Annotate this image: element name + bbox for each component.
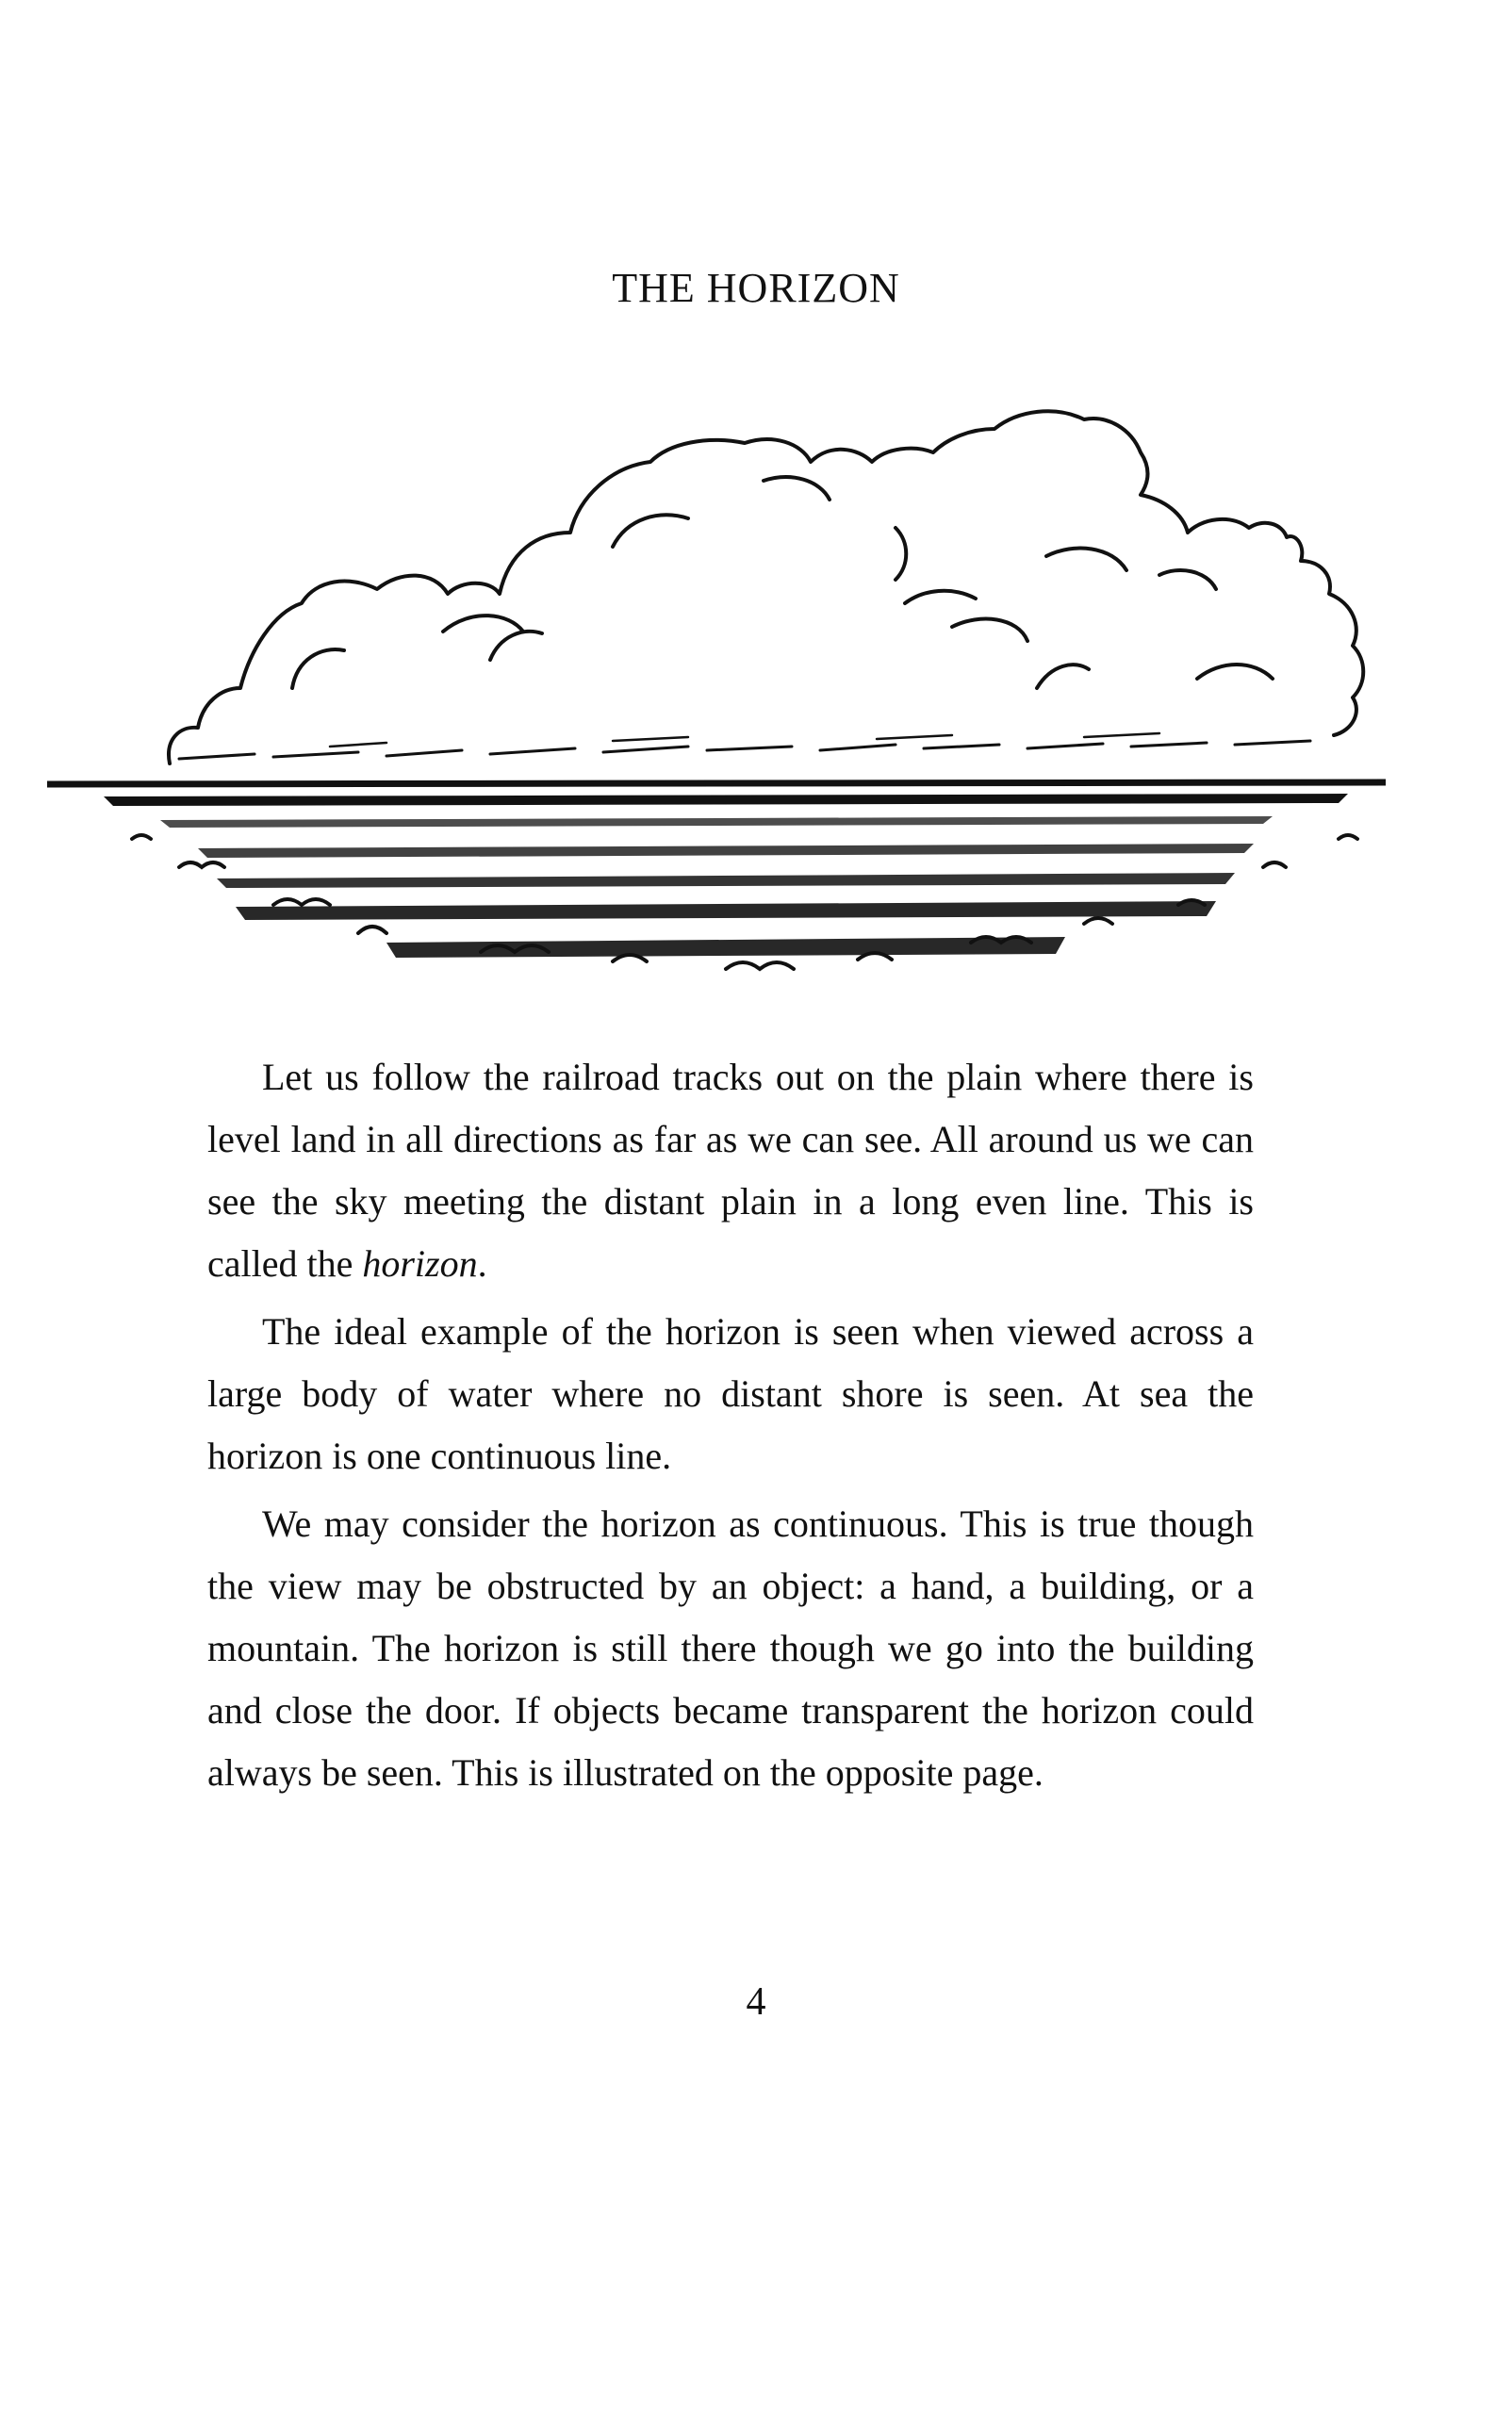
cloud-detail [1046, 549, 1126, 570]
cloud-detail [443, 616, 523, 632]
cloud-detail [905, 591, 976, 603]
paragraph: We may consider the horizon as continuous. This is true though the view may be obstructed by an object: a hand, a building, or a mountain. The horizon is still there though we go into the building and close the door. If objects became transparent the horizon could always be seen. This is illustrated on the opposite page. [207, 1502, 1254, 1794]
paragraph-text: Let us follow the railroad tracks out on the plain where there is level land in all directions as far as we can see. All around us we can see the sky meeting the distant plain in a long even line. This is called the [207, 1056, 1254, 1285]
cloud-detail [613, 515, 688, 547]
paragraph [207, 1046, 1254, 1295]
cloud-detail [764, 477, 830, 500]
paragraph-text: . [477, 1242, 487, 1285]
horizon-line [47, 782, 1386, 784]
cloud-detail [1159, 570, 1216, 589]
cloud-detail [1037, 665, 1089, 688]
plain-texture [236, 901, 1216, 920]
plain-texture [217, 873, 1235, 888]
cloud-detail [952, 619, 1027, 641]
cloud-base [330, 733, 1159, 747]
cloud-detail [1197, 665, 1273, 679]
emphasized-term: horizon [362, 1242, 478, 1285]
cloud-detail [896, 528, 906, 580]
cloud-detail [292, 649, 344, 688]
cloud-outline [169, 411, 1363, 763]
body-text [207, 1046, 1254, 1810]
page-number: 4 [746, 1980, 766, 2024]
cloud-detail [490, 632, 542, 660]
cloud-base [179, 741, 1310, 759]
page-title: THE HORIZON [612, 265, 900, 311]
plain-texture [104, 794, 1348, 806]
plain-texture [160, 816, 1273, 828]
horizon-illustration [47, 377, 1405, 1018]
paragraph: The ideal example of the horizon is seen when viewed across a large body of water where no distant shore is seen. At sea the horizon is one continuous line. [207, 1310, 1254, 1477]
plain-texture [198, 844, 1254, 858]
